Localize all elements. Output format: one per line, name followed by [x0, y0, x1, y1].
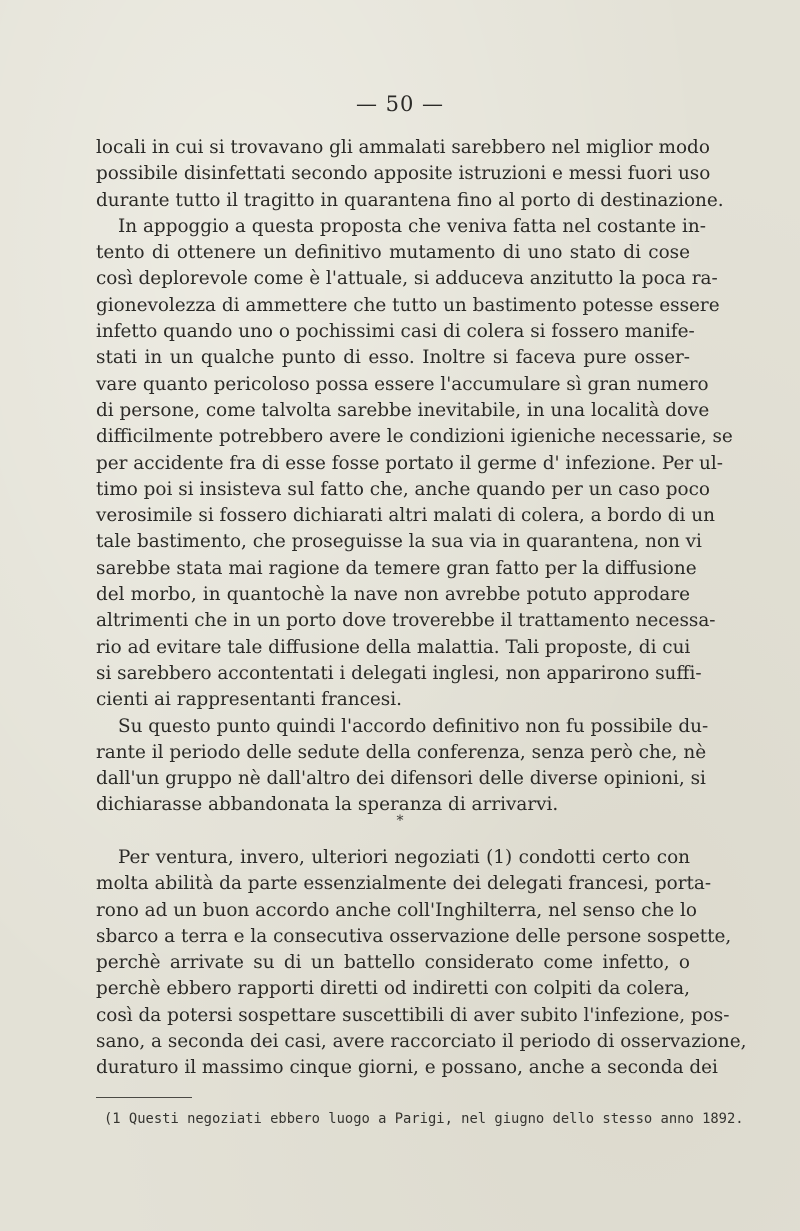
text-line: tale bastimento, che proseguisse la sua via in quarantena, non vi: [96, 531, 702, 553]
text-line: altrimenti che in un porto dove troverebbe il trattamento necessa-: [96, 610, 716, 632]
text-line: sano, a seconda dei casi, avere raccorciato il periodo di osservazione,: [96, 1031, 747, 1053]
text-line: così deplorevole come è l'attuale, si adduceva anzitutto la poca ra-: [96, 268, 718, 290]
text-line: rono ad un buon accordo anche coll'Inghilterra, nel senso che lo: [96, 899, 697, 921]
text-line: durante tutto il tragitto in quarantena fino al porto di destinazione.: [96, 189, 724, 211]
text-line: locali in cui si trovavano gli ammalati sarebbero nel miglior modo: [96, 137, 710, 158]
text-line: di persone, come talvolta sarebbe inevitabile, in una località dove: [96, 399, 710, 421]
text-line: si sarebbero accontentati i delegati inglesi, non apparirono suffi-: [96, 662, 702, 684]
text-line: Su questo punto quindi l'accordo definitivo non fu possibile du-: [118, 715, 709, 737]
text-line: verosimile si fossero dichiarati altri malati di colera, a bordo di un: [96, 505, 715, 527]
text-line: Per ventura, invero, ulteriori negoziati (1) condotti certo con: [118, 847, 690, 868]
text-line: perchè arrivate su di un battello considerato come infetto, o: [96, 952, 690, 974]
text-line: rio ad evitare tale diffusione della malattia. Tali proposte, di cui: [96, 636, 691, 658]
text-line: tento di ottenere un definitivo mutamento di uno stato di cose: [96, 242, 690, 264]
text-line: vare quanto pericoloso possa essere l'accumulare sì gran numero: [96, 373, 709, 395]
text-line: così da potersi sospettare suscettibili di aver subito l'infezione, pos-: [96, 1004, 730, 1026]
text-line: perchè ebbero rapporti diretti od indiretti con colpiti da colera,: [96, 978, 690, 1000]
text-line: difficilmente potrebbero avere le condizioni igieniche necessarie, se: [96, 426, 733, 448]
text-line: sbarco a terra e la consecutiva osservazione delle persone sospette,: [96, 925, 732, 947]
text-line: cienti ai rappresentanti francesi.: [96, 689, 402, 711]
text-block-upper: [96, 135, 733, 819]
text-line: stati in un qualche punto di esso. Inoltre si faceva pure osser-: [96, 347, 690, 369]
text-line: In appoggio a questa proposta che veniva fatta nel costante in-: [118, 215, 706, 237]
text-line: rante il periodo delle sedute della conferenza, senza però che, nè: [96, 741, 707, 763]
text-line: infetto quando uno o pochissimi casi di colera si fossero manife-: [96, 321, 695, 343]
section-break-asterisk: *: [396, 813, 404, 829]
footnote-divider: [96, 1097, 192, 1098]
text-block-lower: [96, 845, 747, 1082]
text-line: per accidente fra di esse fosse portato il germe d' infezione. Per ul-: [96, 452, 723, 474]
text-line: dall'un gruppo nè dall'altro dei difensori delle diverse opinioni, si: [96, 768, 706, 790]
footnote: (1 Questi negoziati ebbero luogo a Parigi, nel giugno dello stesso anno 1892.: [104, 1111, 744, 1127]
text-line: molta abilità da parte essenzialmente dei delegati francesi, porta-: [96, 873, 712, 895]
text-line: timo poi si insisteva sul fatto che, anche quando per un caso poco: [96, 478, 710, 500]
page-number: — 50 —: [355, 92, 445, 116]
text-line: sarebbe stata mai ragione da temere gran fatto per la diffusione: [96, 557, 697, 579]
text-line: possibile disinfettati secondo apposite istruzioni e messi fuori uso: [96, 163, 711, 185]
text-line: del morbo, in quantochè la nave non avrebbe potuto approdare: [96, 584, 690, 606]
text-line: dichiarasse abbandonata la speranza di arrivarvi.: [96, 794, 559, 816]
text-line: gionevolezza di ammettere che tutto un bastimento potesse essere: [96, 294, 720, 316]
text-line: duraturo il massimo cinque giorni, e possano, anche a seconda dei: [96, 1057, 718, 1079]
